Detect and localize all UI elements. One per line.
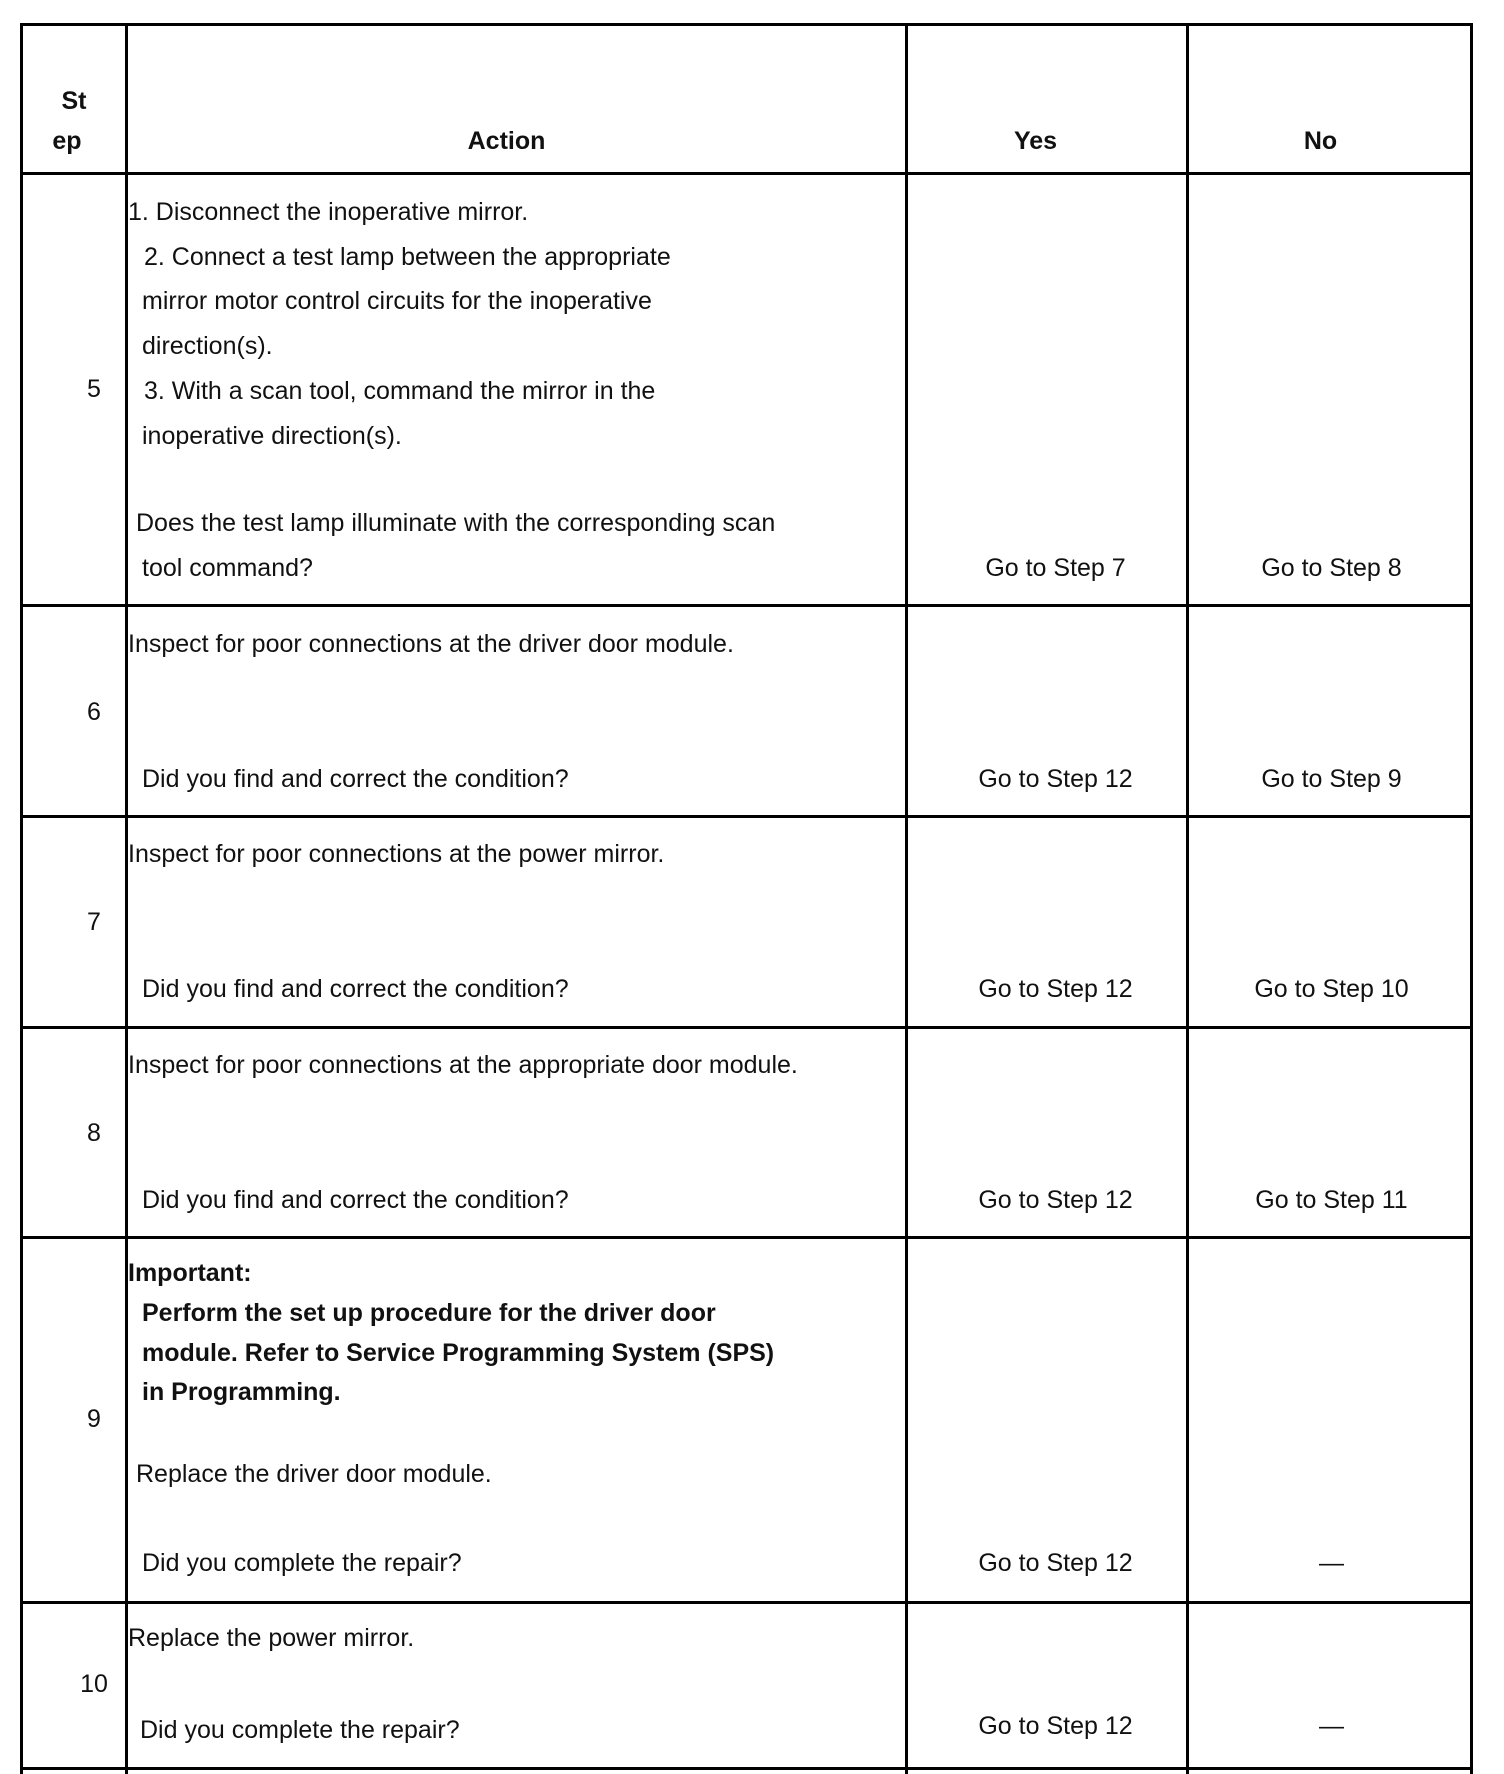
column-divider-step-action <box>125 23 128 1774</box>
table-border-top <box>20 23 1473 26</box>
action-line: Inspect for poor connections at the appropriate door module. <box>128 1051 798 1079</box>
important-note-line: in Programming. <box>142 1378 341 1406</box>
row-divider <box>20 815 1473 818</box>
action-line: Inspect for poor connections at the driver door module. <box>128 630 734 658</box>
column-divider-yes-no <box>1186 23 1189 1774</box>
table-border-left <box>20 23 23 1774</box>
header-step-line1: St <box>61 87 87 115</box>
no-result: Go to Step 8 <box>1261 554 1402 582</box>
action-line: Replace the driver door module. <box>136 1460 492 1488</box>
action-line: 2. Connect a test lamp between the appropriate <box>144 243 671 271</box>
column-divider-action-yes <box>905 23 908 1774</box>
no-result: Go to Step 9 <box>1261 765 1402 793</box>
yes-result: Go to Step 12 <box>978 975 1133 1003</box>
action-question: Did you complete the repair? <box>142 1549 462 1577</box>
action-question: Did you find and correct the condition? <box>142 765 569 793</box>
action-question: Did you complete the repair? <box>140 1716 460 1744</box>
step-number: 5 <box>87 375 101 403</box>
yes-result: Go to Step 12 <box>978 765 1133 793</box>
step-number: 10 <box>80 1670 108 1698</box>
step-number: 6 <box>87 698 101 726</box>
action-line: 1. Disconnect the inoperative mirror. <box>128 198 529 226</box>
header-no: No <box>1303 127 1338 155</box>
action-line: 3. With a scan tool, command the mirror in the <box>144 377 656 405</box>
step-number: 9 <box>87 1405 101 1433</box>
table-border-right <box>1470 23 1473 1774</box>
no-result: Go to Step 10 <box>1254 975 1409 1003</box>
header-yes: Yes <box>1013 127 1058 155</box>
row-divider <box>20 604 1473 607</box>
yes-result: Go to Step 12 <box>978 1712 1133 1740</box>
action-question: Did you find and correct the condition? <box>142 1186 569 1214</box>
row-divider <box>20 1601 1473 1604</box>
table-border-bottom <box>20 1767 1473 1770</box>
yes-result: Go to Step 12 <box>978 1186 1133 1214</box>
action-question: tool command? <box>142 554 313 582</box>
important-note-line: module. Refer to Service Programming System (SPS) <box>142 1339 775 1367</box>
action-line: inoperative direction(s). <box>142 422 402 450</box>
step-number: 8 <box>87 1119 101 1147</box>
important-note-line: Perform the set up procedure for the driver door <box>142 1299 716 1327</box>
action-line: Inspect for poor connections at the power mirror. <box>128 840 665 868</box>
header-step-line2: ep <box>52 127 82 155</box>
action-question: Did you find and correct the condition? <box>142 975 569 1003</box>
row-divider <box>20 1236 1473 1239</box>
action-question: Does the test lamp illuminate with the corresponding scan <box>136 509 776 537</box>
header-action: Action <box>467 127 546 155</box>
step-number: 7 <box>87 908 101 936</box>
no-result: Go to Step 11 <box>1255 1186 1408 1214</box>
row-divider <box>20 1026 1473 1029</box>
header-divider <box>20 172 1473 175</box>
action-line: direction(s). <box>142 332 273 360</box>
yes-result: Go to Step 7 <box>985 554 1126 582</box>
no-result: — <box>1319 1712 1344 1740</box>
action-line: Replace the power mirror. <box>128 1624 415 1652</box>
yes-result: Go to Step 12 <box>978 1549 1133 1577</box>
no-result: — <box>1319 1549 1344 1577</box>
important-label: Important: <box>128 1259 252 1287</box>
action-line: mirror motor control circuits for the inoperative <box>142 287 652 315</box>
